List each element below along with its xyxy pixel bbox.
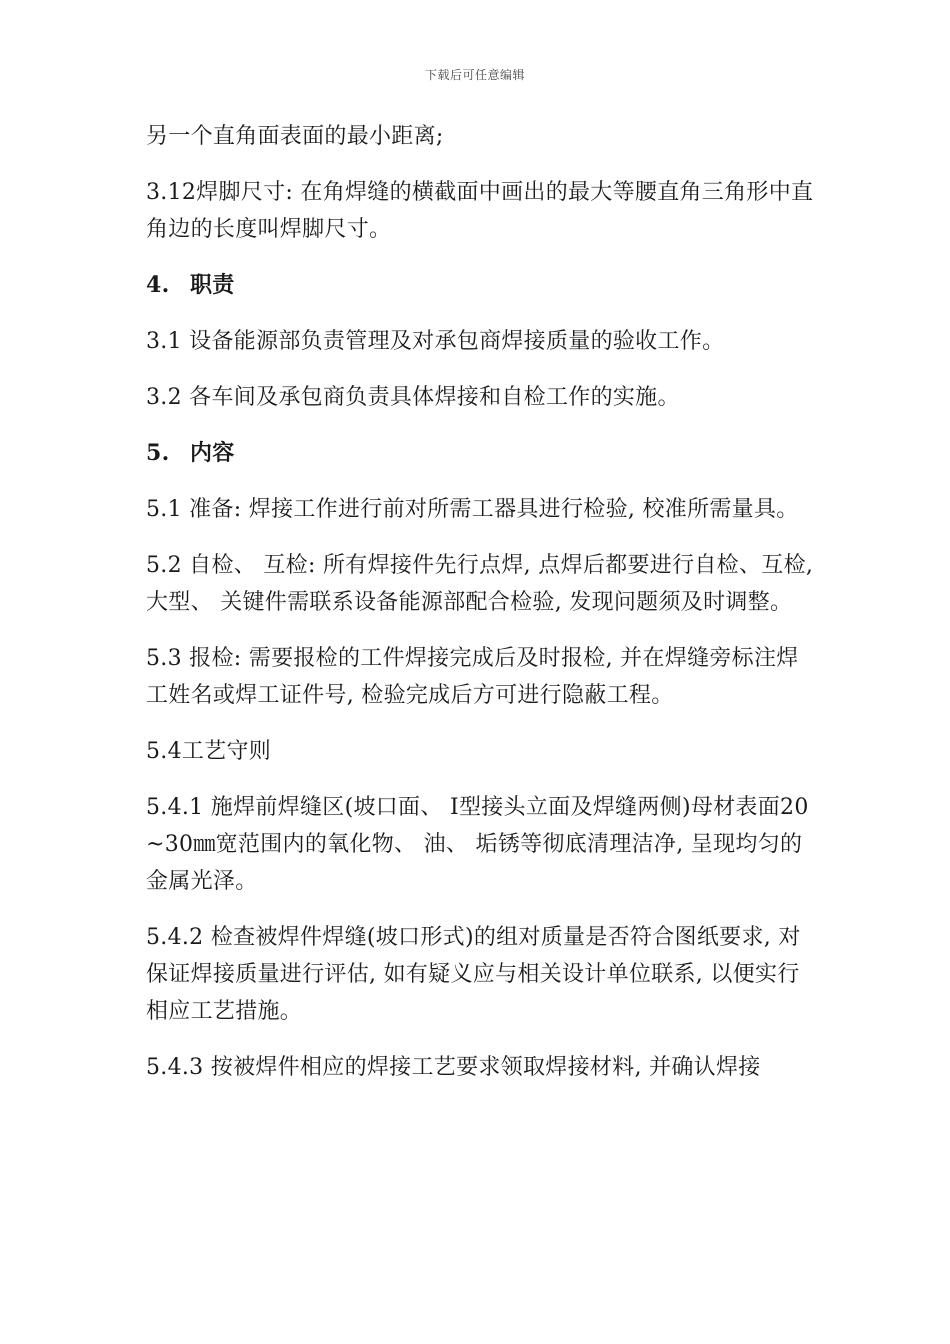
paragraph-3-2: 3.2 各车间及承包商负责具体焊接和自检工作的实施。: [146, 385, 680, 410]
section-title: 职责: [190, 272, 235, 298]
paragraph-5-4-3: 5.4.3 按被焊件相应的焊接工艺要求领取焊接材料, 并确认焊接: [146, 1055, 761, 1080]
paragraph-5-2: 5.2 自检、 互检: 所有焊接件先行点焊, 点焊后都要进行自检、互检, 大型、 关键件需联系设备能源部配合检验, 发现问题须及时调整。: [146, 553, 814, 615]
paragraph-5-4: 5.4工艺守则: [146, 739, 272, 764]
paragraph-5-1: 5.1 准备: 焊接工作进行前对所需工器具进行检验, 校准所需量具。: [146, 497, 799, 522]
paragraph-5-4-1: 5.4.1 施焊前焊缝区(坡口面、 I型接头立面及焊缝两侧)母材表面20~30㎜宽范围内的氧化物、 油、 垢锈等彻底清理洁净, 呈现均匀的金属光泽。: [146, 795, 809, 894]
paragraph-continuation: 另一个直角面表面的最小距离;: [146, 124, 444, 149]
paragraph-5-4-2: 5.4.2 检查被焊件焊缝(坡口形式)的组对质量是否符合图纸要求, 对保证焊接质量进行评估, 如有疑义应与相关设计单位联系, 以便实行相应工艺措施。: [146, 925, 801, 1024]
section-number: 5.: [146, 440, 170, 466]
section-heading-4: [146, 267, 816, 304]
section-title: 内容: [190, 440, 235, 466]
section-heading-5: [146, 435, 816, 472]
section-number: 4.: [146, 272, 170, 298]
paragraph-5-3: 5.3 报检: 需要报检的工件焊接完成后及时报检, 并在焊缝旁标注焊工姓名或焊工证件号, 检验完成后方可进行隐蔽工程。: [146, 646, 799, 708]
document-body: [146, 118, 816, 1105]
paragraph-3-12: 3.12焊脚尺寸: 在角焊缝的横截面中画出的最大等腰直角三角形中直角边的长度叫焊脚尺寸。: [146, 180, 814, 242]
paragraph-3-1: 3.1 设备能源部负责管理及对承包商焊接质量的验收工作。: [146, 329, 725, 354]
header-note: 下载后可任意编辑: [424, 68, 525, 82]
